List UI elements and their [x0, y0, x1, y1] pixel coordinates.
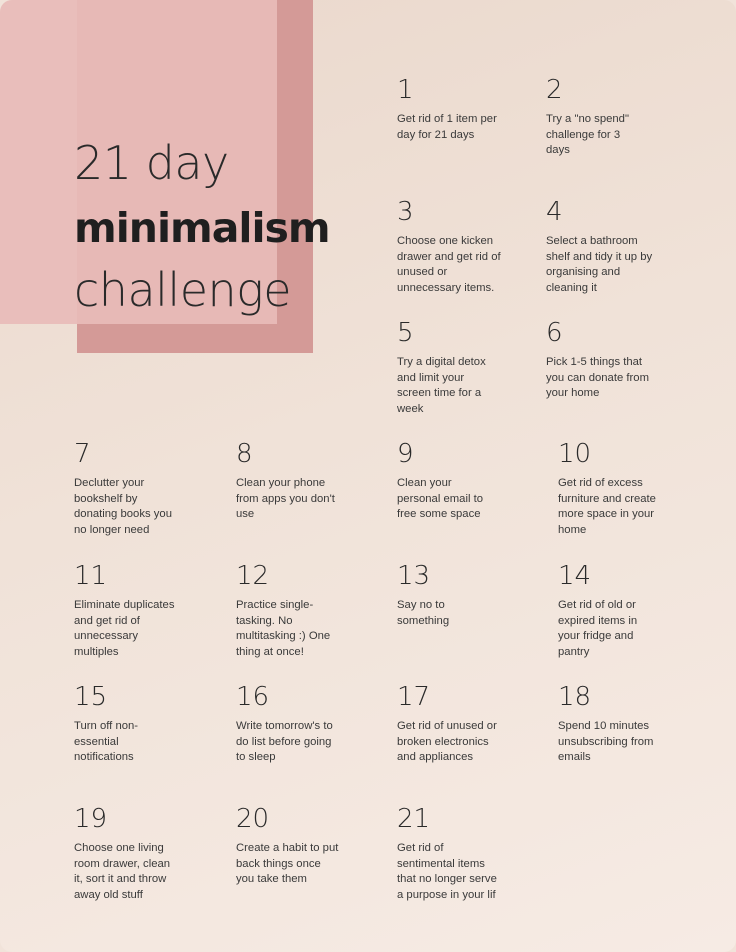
day-item-13	[397, 562, 467, 629]
title-line-1: 21 day	[74, 136, 229, 190]
day-description: Practice single-tasking. No multitasking :) One thing at once!	[236, 599, 331, 658]
day-description: Get rid of sentimental items that no longer serve a purpose in your lif	[397, 842, 497, 901]
day-description: Turn off non-essential notifications	[74, 720, 139, 764]
day-number: 20	[236, 804, 270, 834]
day-description: Declutter your bookshelf by donating books you no longer need	[74, 477, 172, 536]
poster-title	[74, 136, 330, 317]
day-number: 8	[236, 439, 253, 469]
day-number: 17	[397, 682, 431, 712]
day-item-5	[397, 319, 497, 417]
day-description: Eliminate duplicates and get rid of unnecessary multiples	[74, 599, 175, 658]
day-number: 13	[397, 561, 431, 591]
day-number: 3	[397, 197, 414, 227]
day-item-12	[236, 562, 336, 660]
day-description: Write tomorrow's to do list before going to sleep	[236, 720, 333, 764]
day-item-4	[546, 198, 654, 296]
title-line-3: challenge	[74, 263, 292, 317]
day-description: Get rid of old or expired items in your fridge and pantry	[558, 599, 638, 658]
day-item-14	[558, 562, 648, 660]
day-number: 14	[558, 561, 592, 591]
day-description: Say no to something	[397, 599, 450, 627]
day-number: 21	[397, 804, 431, 834]
day-description: Get rid of unused or broken electronics and appliances	[397, 720, 497, 764]
day-number: 12	[236, 561, 270, 591]
day-item-16	[236, 683, 336, 766]
day-item-2	[546, 76, 646, 159]
day-item-11	[74, 562, 178, 660]
day-number: 6	[546, 318, 563, 348]
day-item-21	[397, 805, 497, 903]
day-description: Clean your personal email to free some space	[397, 477, 484, 521]
day-description: Try a "no spend" challenge for 3 days	[546, 113, 629, 157]
day-description: Pick 1-5 things that you can donate from your home	[546, 356, 649, 400]
day-number: 19	[74, 804, 108, 834]
day-item-15	[74, 683, 154, 766]
day-description: Choose one kicken drawer and get rid of unused or unnecessary items.	[397, 235, 501, 294]
day-item-6	[546, 319, 658, 402]
day-item-20	[236, 805, 340, 888]
day-number: 4	[546, 197, 563, 227]
day-item-17	[397, 683, 507, 766]
day-item-10	[558, 440, 668, 538]
day-number: 11	[74, 561, 108, 591]
day-item-9	[397, 440, 497, 523]
day-item-7	[74, 440, 182, 538]
day-item-19	[74, 805, 172, 903]
day-item-3	[397, 198, 507, 296]
day-description: Spend 10 minutes unsubscribing from emails	[558, 720, 654, 764]
day-number: 10	[558, 439, 592, 469]
day-description: Clean your phone from apps you don't use	[236, 477, 335, 521]
day-description: Try a digital detox and limit your screen time for a week	[397, 356, 486, 415]
day-item-1	[397, 76, 517, 143]
day-description: Choose one living room drawer, clean it, sort it and throw away old stuff	[74, 842, 171, 901]
day-description: Get rid of 1 item per day for 21 days	[397, 113, 497, 141]
day-item-18	[558, 683, 662, 766]
day-number: 2	[546, 75, 563, 105]
day-item-8	[236, 440, 336, 523]
day-number: 16	[236, 682, 270, 712]
title-line-2: minimalism	[74, 204, 330, 252]
day-number: 7	[74, 439, 91, 469]
day-number: 5	[397, 318, 414, 348]
day-number: 15	[74, 682, 108, 712]
day-number: 1	[397, 75, 414, 105]
day-description: Select a bathroom shelf and tidy it up by organising and cleaning it	[546, 235, 653, 294]
day-number: 18	[558, 682, 592, 712]
day-description: Get rid of excess furniture and create more space in your home	[558, 477, 656, 536]
day-description: Create a habit to put back things once you take them	[236, 842, 339, 886]
day-number: 9	[397, 439, 414, 469]
